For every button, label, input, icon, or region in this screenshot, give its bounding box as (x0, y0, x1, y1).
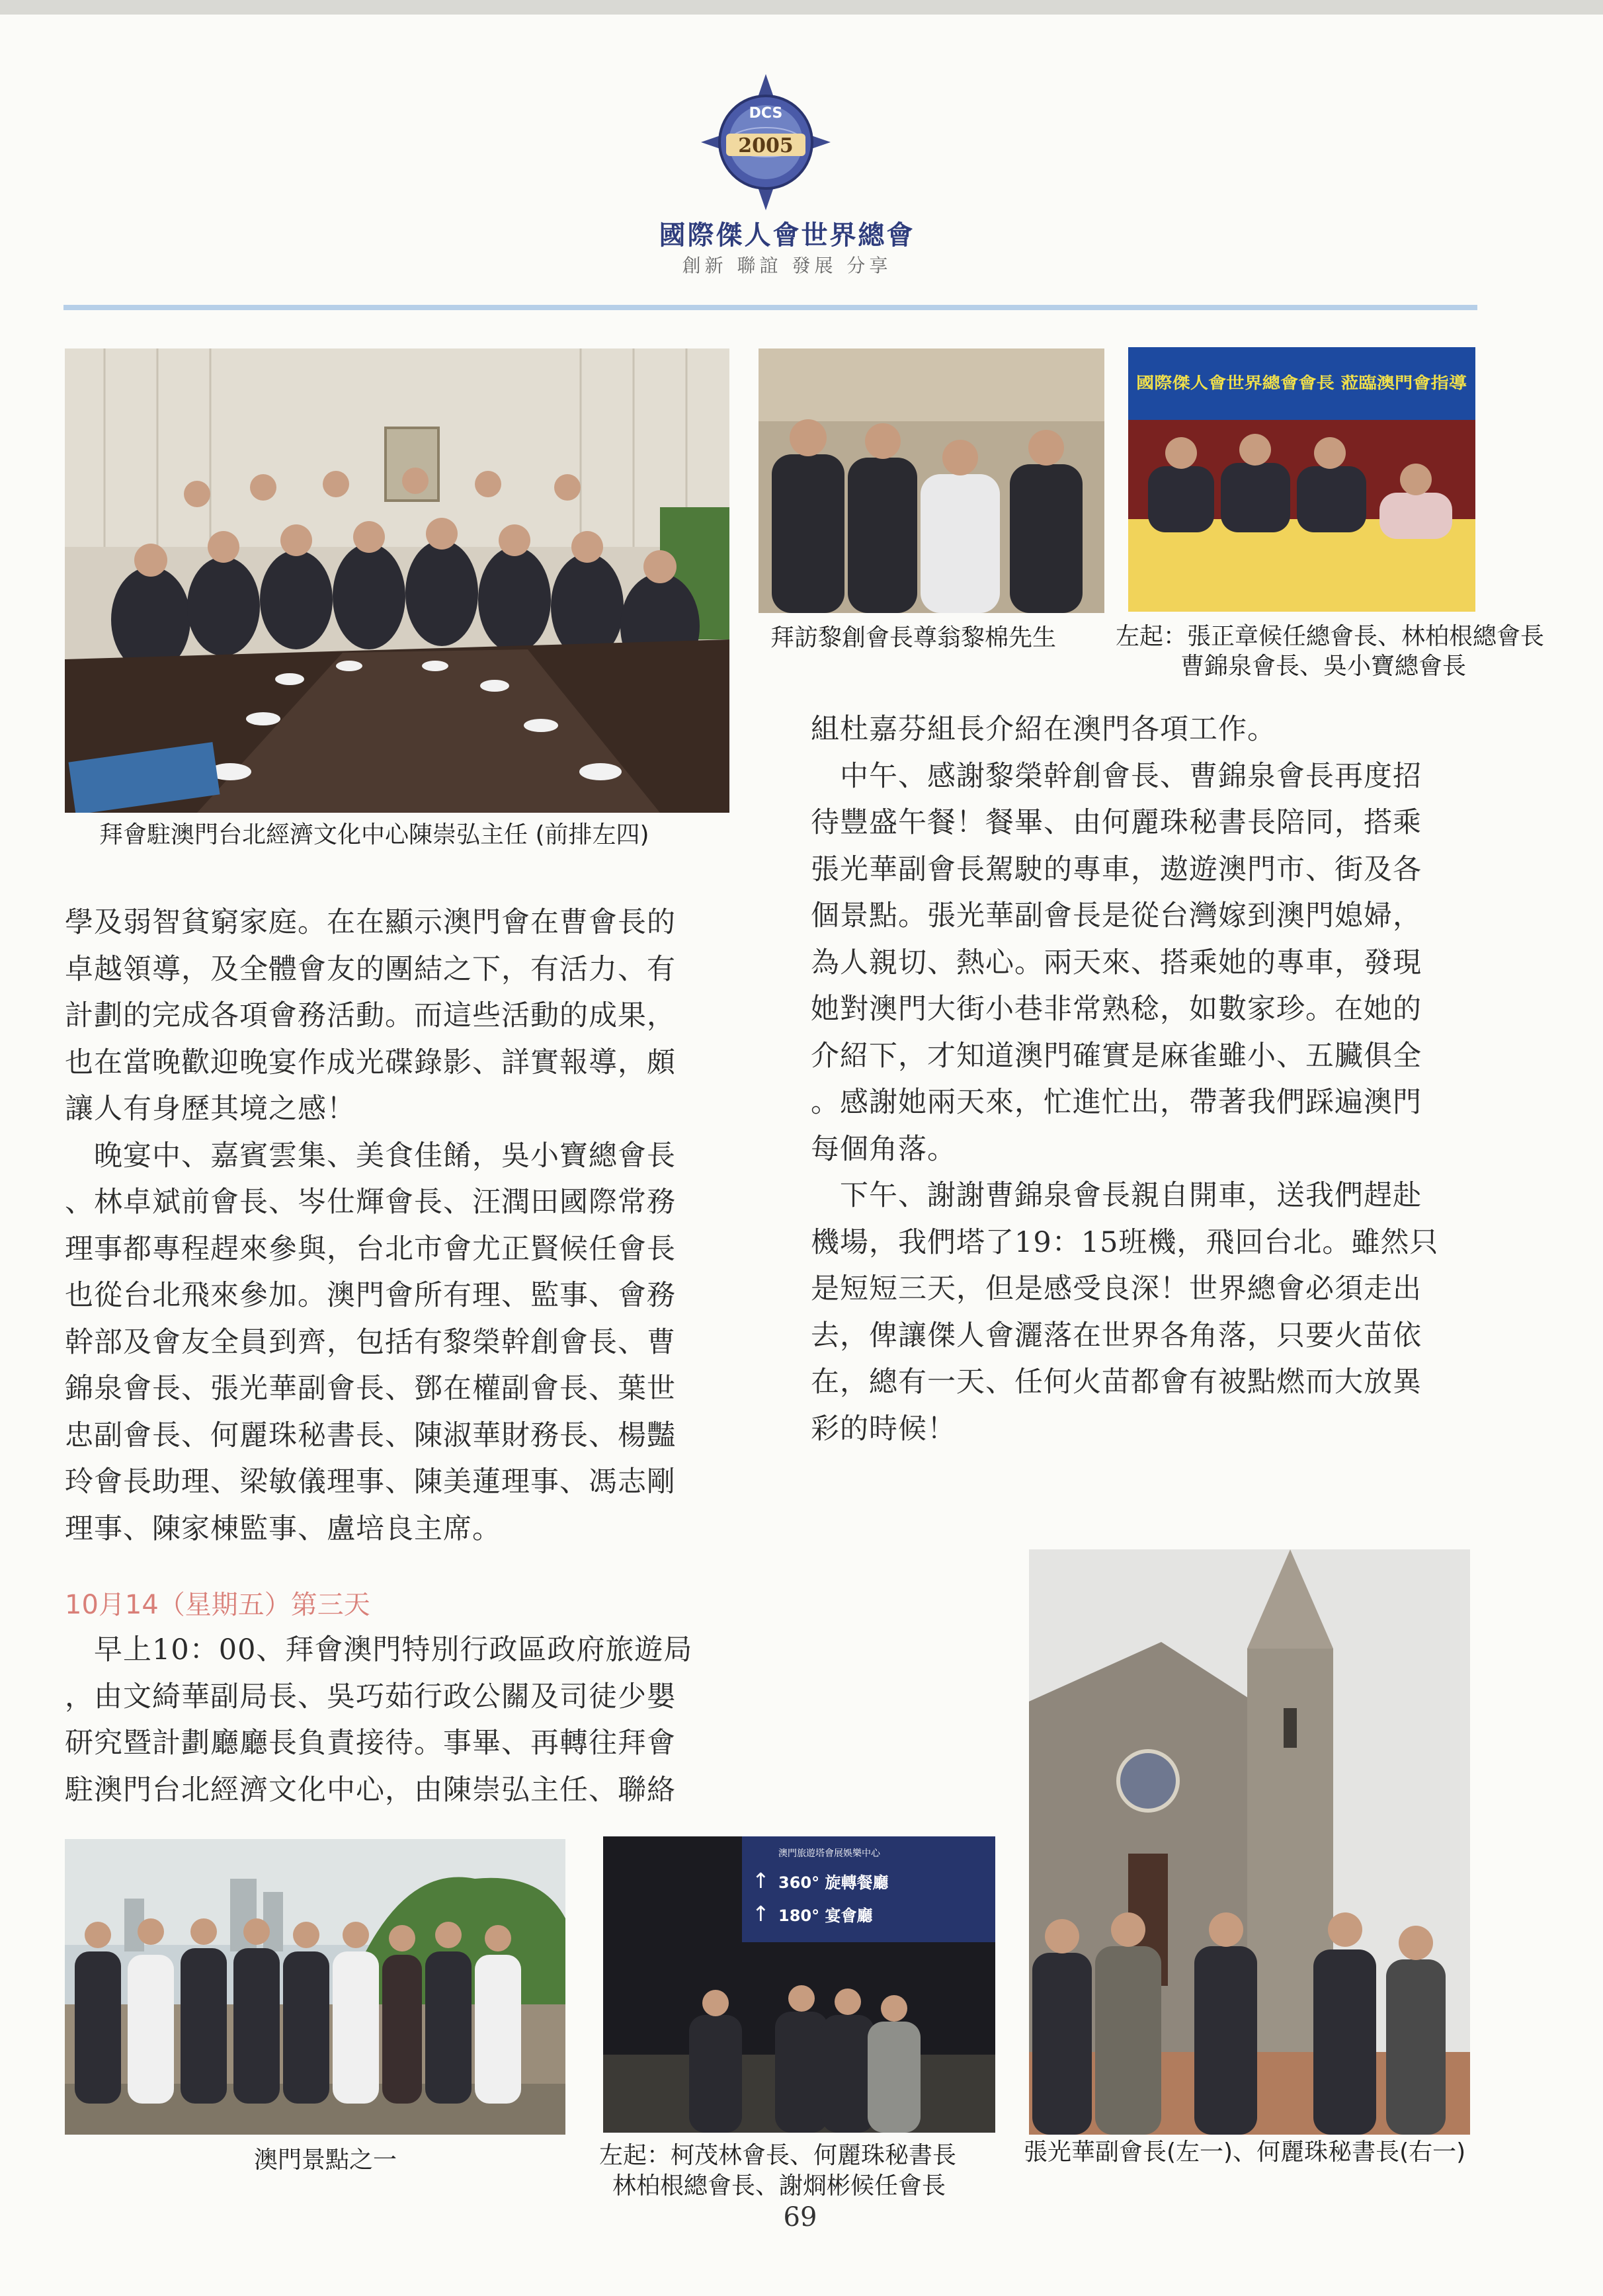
arrow-up-icon: ↑ (752, 1868, 770, 1893)
org-name: 國際傑人會世界總會 (659, 220, 915, 251)
text-line: 她對澳門大街小巷非常熟稔，如數家珍。在她的 (811, 993, 1422, 1026)
caption-visit: 拜訪黎創會長尊翁黎棉先生 (770, 624, 1057, 651)
tower-sign-180: 180° 宴會廳 (778, 1906, 873, 1925)
text-line: 去，俾讓傑人會灑落在世界各角落，只要火苗依 (811, 1319, 1422, 1352)
photo-church (1029, 1549, 1470, 2135)
photo-meeting-taipei-office (65, 348, 729, 813)
left-column-text (65, 899, 733, 1552)
caption-church: 張光華副會長(左一)、何麗珠秘書長(右一) (1024, 2139, 1466, 2166)
text-line: ，由文綺華副局長、吳巧茹行政公關及司徒少嬰 (65, 1680, 676, 1713)
page-number: 69 (783, 2202, 817, 2233)
text-line: 早上10：00、拜會澳門特別行政區政府旅遊局 (65, 1633, 693, 1666)
text-line: 玲會長助理、梁敏儀理事、陳美蓮理事、馮志剛 (65, 1465, 676, 1498)
day3-text (65, 1627, 733, 1813)
text-line: 組杜嘉芬組長介紹在澳門各項工作。 (811, 713, 1276, 746)
tower-sign-360: 360° 旋轉餐廳 (778, 1873, 889, 1892)
text-line: 也在當晚歡迎晚宴作成光碟錄影、詳實報導，頗 (65, 1046, 676, 1079)
text-line: 彩的時候！ (811, 1412, 956, 1446)
text-line: 為人親切、熱心。兩天來、搭乘她的專車，發現 (811, 946, 1422, 979)
text-line: 忠副會長、何麗珠秘書長、陳淑華財務長、楊豔 (65, 1418, 676, 1452)
text-line: 是短短三天，但是感受良深！世界總會必須走出 (811, 1272, 1422, 1305)
text-line: 計劃的完成各項會務活動。而這些活動的成果， (65, 999, 676, 1032)
photo-scenic-spot (65, 1839, 565, 2135)
text-line: 卓越領導，及全體會友的團結之下，有活力、有 (65, 952, 676, 986)
scan-top-edge (0, 0, 1603, 15)
text-line: 幹部及會友全員到齊，包括有黎榮幹創會長、曹 (65, 1325, 676, 1359)
logo-dcs-text: DCS (749, 105, 783, 122)
arrow-up-icon: ↑ (752, 1901, 770, 1926)
text-line: 晚宴中、嘉賓雲集、美食佳餚，吳小寶總會長 (65, 1139, 676, 1172)
text-line: 張光華副會長駕駛的專車，遨遊澳門市、街及各 (811, 852, 1422, 886)
right-column-text (811, 706, 1479, 1452)
text-line: 中午、感謝黎榮幹創會長、曹錦泉會長再度招 (811, 759, 1422, 793)
text-line: 、林卓斌前會長、岑仕輝會長、汪潤田國際常務 (65, 1186, 676, 1219)
caption-meeting: 拜會駐澳門台北經濟文化中心陳崇弘主任 (前排左四) (99, 821, 649, 848)
text-line: 機場，我們塔了19：15班機，飛回台北。雖然只 (811, 1225, 1439, 1259)
text-line: 學及弱智貧窮家庭。在在顯示澳門會在曹會長的 (65, 906, 676, 939)
text-line: 待豐盛午餐！餐畢、由何麗珠秘書長陪同，搭乘 (811, 806, 1422, 839)
caption-banquet-2: 曹錦泉會長、吳小寶總會長 (1180, 653, 1467, 680)
text-line: 錦泉會長、張光華副會長、鄧在權副會長、葉世 (65, 1372, 676, 1405)
caption-banquet-1: 左起：張正章候任總會長、林柏根總會長 (1116, 623, 1545, 650)
photo-visit-elder (759, 348, 1104, 613)
text-line: 。感謝她兩天來，忙進忙出，帶著我們踩遍澳門 (811, 1086, 1422, 1119)
caption-tower-1: 左起：柯茂林會長、何麗珠秘書長 (599, 2142, 957, 2169)
org-motto: 創新 聯誼 發展 分享 (682, 255, 892, 276)
logo-year-text: 2005 (738, 134, 794, 157)
caption-scenic: 澳門景點之一 (254, 2147, 397, 2174)
photo-macau-tower (603, 1836, 995, 2133)
caption-tower-2: 林柏根總會長、謝烱彬候任會長 (612, 2172, 946, 2199)
header-divider (63, 305, 1477, 310)
text-line: 下午、謝謝曹錦泉會長親自開車，送我們趕赴 (811, 1179, 1422, 1212)
banquet-banner-text: 國際傑人會世界總會會長 蒞臨澳門會指導 (1136, 374, 1467, 392)
text-line: 理事都專程趕來參與，台北市會尤正賢候任會長 (65, 1232, 676, 1266)
text-line: 介紹下，才知道澳門確實是麻雀雖小、五臟俱全 (811, 1039, 1422, 1073)
text-line: 研究暨計劃廳廳長負責接待。事畢、再轉往拜會 (65, 1727, 676, 1760)
text-line: 駐澳門台北經濟文化中心，由陳崇弘主任、聯絡 (65, 1773, 676, 1807)
photo-banquet (1128, 347, 1475, 612)
text-line: 也從台北飛來參加。澳門會所有理、監事、會務 (65, 1279, 676, 1312)
day3-heading: 10月14（星期五）第三天 (65, 1590, 370, 1620)
text-line: 讓人有身歷其境之感！ (65, 1092, 356, 1126)
tower-sign-title: 澳門旅遊塔會展娛樂中心 (778, 1848, 880, 1859)
dcs-2005-logo (700, 73, 832, 212)
text-line: 個景點。張光華副會長是從台灣嫁到澳門媳婦， (811, 899, 1422, 932)
text-line: 每個角落。 (811, 1132, 956, 1166)
text-line: 理事、陳家棟監事、盧培良主席。 (65, 1512, 501, 1545)
text-line: 在，總有一天、任何火苗都會有被點燃而大放異 (811, 1366, 1422, 1399)
